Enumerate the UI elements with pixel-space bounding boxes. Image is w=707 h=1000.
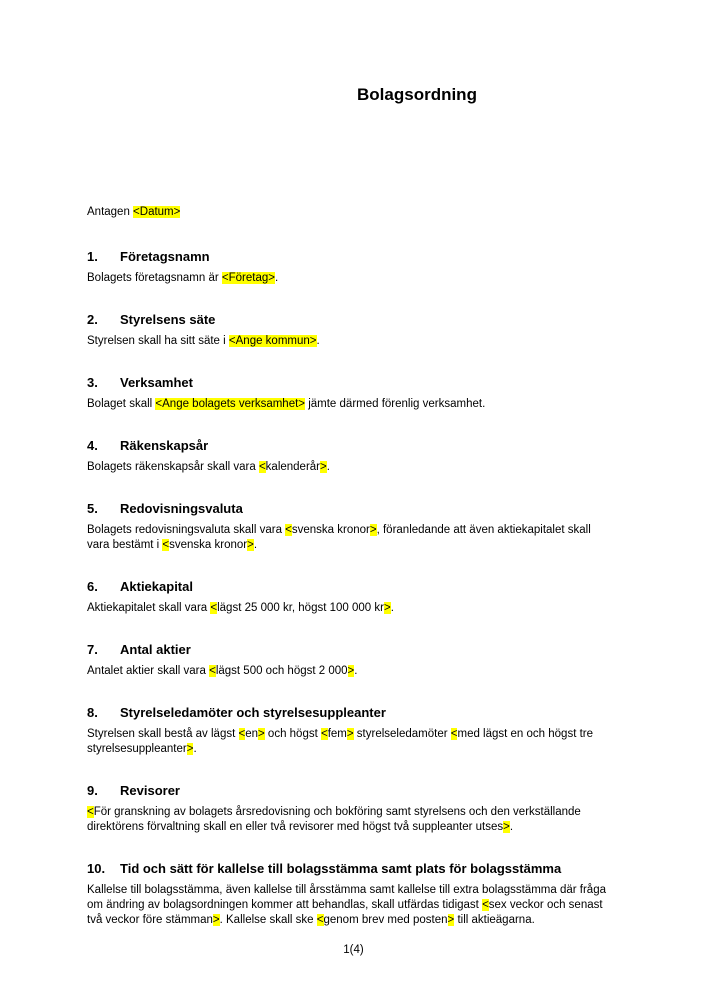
text-run: fem <box>327 728 347 740</box>
text-run: . <box>354 665 358 677</box>
placeholder-highlight: < <box>238 728 246 740</box>
section-heading <box>87 579 677 595</box>
section-title: Revisorer <box>120 783 180 798</box>
text-run: Bolagets redovisningsvaluta skall vara <box>87 524 286 536</box>
text-run: kalenderår <box>265 461 321 473</box>
placeholder-highlight: > <box>346 728 354 740</box>
section-number: 5. <box>87 501 98 516</box>
placeholder-highlight: > <box>369 524 377 536</box>
text-run: genom brev med posten <box>323 914 448 926</box>
section-title: Styrelseledamöter och styrelsesuppleanter <box>120 705 386 720</box>
placeholder-highlight: > <box>347 665 355 677</box>
text-run: Bolaget skall <box>87 398 156 410</box>
placeholder-highlight: < <box>321 728 328 740</box>
section-body <box>87 883 677 928</box>
text-run: med lägst en och högst tre <box>457 728 594 740</box>
text-run: Kallelse till bolagsstämma, även kallelse till årsstämma samt kallelse till extra bolagsstämma där fråga <box>87 884 606 896</box>
section <box>87 375 677 412</box>
section <box>87 501 677 553</box>
placeholder-highlight: > <box>186 743 194 755</box>
section-number: 3. <box>87 375 98 390</box>
text-run: För granskning av bolagets årsredovisning och bokföring samt styrelsens och den verkställande <box>93 806 581 818</box>
section-body <box>87 271 677 286</box>
placeholder-highlight: > <box>258 728 265 740</box>
section-body <box>87 664 677 679</box>
section-title: Styrelsens säte <box>120 312 216 327</box>
text-run: två veckor före stämman <box>87 914 213 926</box>
text-run: Styrelsen skall bestå av lägst <box>87 728 239 740</box>
section-body <box>87 805 677 835</box>
section <box>87 579 677 616</box>
text-run: . <box>316 335 320 347</box>
placeholder-highlight: < <box>162 539 170 551</box>
section <box>87 312 677 349</box>
text-run: vara bestämt i <box>87 539 163 551</box>
text-run: lägst 500 och högst 2 000 <box>215 665 348 677</box>
section-body <box>87 397 677 412</box>
text-run: styrelseledamöter <box>353 728 451 740</box>
text-run: Bolagets räkenskapsår skall vara <box>87 461 259 473</box>
text-run: Antagen <box>87 206 134 218</box>
section-heading <box>87 642 677 658</box>
text-run: . <box>390 602 394 614</box>
text-run: . <box>326 461 330 473</box>
placeholder-highlight: <Ange kommun> <box>228 335 317 347</box>
text-run: sex veckor och senast <box>488 899 603 911</box>
section-body <box>87 460 677 475</box>
text-run: . <box>509 821 514 833</box>
text-run: . Kallelse skall ske <box>219 914 317 926</box>
section-title: Verksamhet <box>120 375 193 390</box>
text-run: svenska kronor <box>169 539 248 551</box>
placeholder-highlight: < <box>258 461 266 473</box>
placeholder-highlight: < <box>482 899 489 911</box>
document-title: Bolagsordning <box>357 85 477 104</box>
section <box>87 249 677 286</box>
section-body <box>87 601 677 616</box>
section-heading <box>87 705 677 721</box>
text-run: lägst 25 000 kr, högst 100 000 kr <box>217 602 384 614</box>
text-run: en <box>245 728 259 740</box>
text-run: Antalet aktier skall vara <box>87 665 210 677</box>
section-number: 8. <box>87 705 98 720</box>
text-run: svenska kronor <box>291 524 370 536</box>
placeholder-highlight: <Ange bolagets verksamhet> <box>155 398 306 410</box>
text-run: Styrelsen skall ha sitt säte i <box>87 335 229 347</box>
text-run: om ändring av bolagsordningen kommer att behandlas, skall utfärdas tidigast <box>87 899 483 911</box>
section-number: 6. <box>87 579 98 594</box>
section-title: Aktiekapital <box>120 579 193 594</box>
placeholder-highlight: > <box>503 821 510 833</box>
section <box>87 861 677 928</box>
text-run: . <box>193 743 197 755</box>
section <box>87 642 677 679</box>
sections-container <box>87 249 677 928</box>
placeholder-highlight: < <box>209 665 216 677</box>
text-run: till aktieägarna. <box>454 914 535 926</box>
section-title: Företagsnamn <box>120 249 210 264</box>
section-number: 7. <box>87 642 98 657</box>
section <box>87 705 677 757</box>
text-run: direktörens förvaltning skall en eller två revisorer med högst två suppleanter utses <box>87 821 504 833</box>
section <box>87 438 677 475</box>
text-run: . <box>274 272 279 284</box>
section-title: Räkenskapsår <box>120 438 209 453</box>
text-run: styrelsesuppleanter <box>87 743 187 755</box>
placeholder-highlight: > <box>383 602 391 614</box>
section-heading <box>87 438 677 454</box>
placeholder-highlight: <Datum> <box>133 206 181 218</box>
placeholder-highlight: > <box>212 914 220 926</box>
placeholder-highlight: < <box>210 602 218 614</box>
text-run: jämte därmed förenlig verksamhet. <box>305 398 486 410</box>
section-number: 10. <box>87 861 106 876</box>
placeholder-highlight: > <box>320 461 327 473</box>
section-heading <box>87 375 677 391</box>
section-body <box>87 727 677 757</box>
page-number: 1(4) <box>343 944 364 956</box>
section-body <box>87 334 677 349</box>
section-heading <box>87 249 677 265</box>
adopted-date-line <box>87 205 677 220</box>
placeholder-highlight: < <box>285 524 292 536</box>
placeholder-highlight: < <box>450 728 458 740</box>
placeholder-highlight: < <box>316 914 324 926</box>
text-run: . <box>253 539 258 551</box>
placeholder-highlight: < <box>87 806 94 818</box>
text-run: , föranledande att även aktiekapitalet skall <box>376 524 591 536</box>
placeholder-highlight: > <box>447 914 455 926</box>
section-title: Antal aktier <box>120 642 191 657</box>
section-heading <box>87 783 677 799</box>
section-number: 4. <box>87 438 98 453</box>
section-number: 1. <box>87 249 98 264</box>
section-title: Tid och sätt för kallelse till bolagsstämma samt plats för bolagsstämma <box>120 861 562 876</box>
text-run: och högst <box>264 728 321 740</box>
section-heading <box>87 312 677 328</box>
section-heading <box>87 861 677 877</box>
placeholder-highlight: > <box>247 539 254 551</box>
section-number: 9. <box>87 783 98 798</box>
section-heading <box>87 501 677 517</box>
section-title: Redovisningsvaluta <box>120 501 243 516</box>
section-number: 2. <box>87 312 98 327</box>
placeholder-highlight: <Företag> <box>221 272 275 284</box>
text-run: Aktiekapitalet skall vara <box>87 602 211 614</box>
text-run: Bolagets företagsnamn är <box>87 272 222 284</box>
section <box>87 783 677 835</box>
section-body <box>87 523 677 553</box>
